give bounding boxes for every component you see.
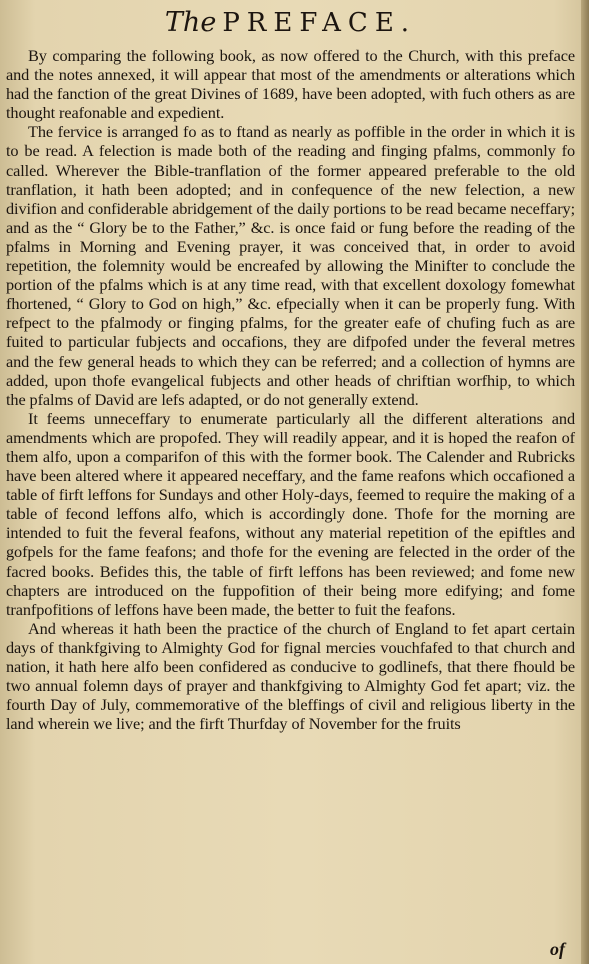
heading-the: The: [164, 7, 217, 38]
preface-body: [6, 46, 575, 733]
paragraph-2: The fervice is arranged fo as to ftand as nearly as poffible in the order in which it is to be read. A felection is made both of the reading and finging pfalms, commonly fo called. Wherever the Bible-tranflation of the former appeared preferable to the old tranflation, it hath been adopted; and in confequence of the new felection, a new divifion and confiderable abridgement of the daily portions to be read became neceffary; and as the “ Glory be to the Father,” &c. is once faid or fung before the reading of the pfalms in Morning and Evening prayer, it was conceived that, in order to avoid repetition, the folemnity would be encreafed by allowing the Minifter to conclude the portion of the pfalms which is at any time read, with that excellent doxology fomewhat fhortened, “ Glory to God on high,” &c. efpecially when it can be properly fung. With refpect to the pfalmody or finging pfalms, for the greater eafe of chufing fuch as are fuited to particular fubjects and occafions, they are difpofed under the feveral metres and the few general heads to which they can be referred; and a collection of hymns are added, upon thofe evangelical fubjects and other heads of chriftian worfhip, to which the pfalms of David are lefs adapted, or do not generally extend.: [6, 122, 575, 409]
page-edge: [581, 0, 589, 964]
page-heading: [6, 6, 575, 40]
paragraph-3: It feems unneceffary to enumerate particularly all the different alterations and amendments which are propofed. They will readily appear, and it is hoped the reafon of them alfo, upon a comparifon of this with the former book. The Calender and Rubricks have been altered where it appeared neceffary, and the fame reafons which occafioned a table of firft leffons for Sundays and other Holy-days, feemed to require the making of a table of fecond leffons alfo, which is accordingly done. Thofe for the morning are intended to fuit the feveral feafons, without any material repetition of the epiftles and gofpels for the fame feafons; and thofe for the evening are felected in the order of the facred books. Befides this, the table of firft leffons has been reviewed; and fome new chapters are introduced on the fuppofition of their being more edifying; and fome tranfpofitions of leffons have been made, the better to fuit the feafons.: [6, 408, 575, 619]
paragraph-4: And whereas it hath been the practice of the church of England to fet apart certain days of thankfgiving to Almighty God for fignal mercies vouchfafed to that church and nation, it hath here alfo been confidered as conducive to godlinefs, that there fhould be two annual folemn days of prayer and thankfgiving to Almighty God fet apart; viz. the fourth Day of July, commemorative of the bleffings of civil and religious liberty in the land wherein we live; and the firft Thurfday of November for the fruits: [6, 618, 575, 734]
heading-title: PREFACE.: [222, 8, 417, 38]
paragraph-1: By comparing the following book, as now offered to the Church, with this preface and the notes annexed, it will appear that most of the amendments or alterations which had the fanction of the great Divines of 1689, have been adopted, with fuch others as are thought reafonable and expedient.: [6, 46, 575, 123]
catchword: of: [550, 939, 565, 959]
